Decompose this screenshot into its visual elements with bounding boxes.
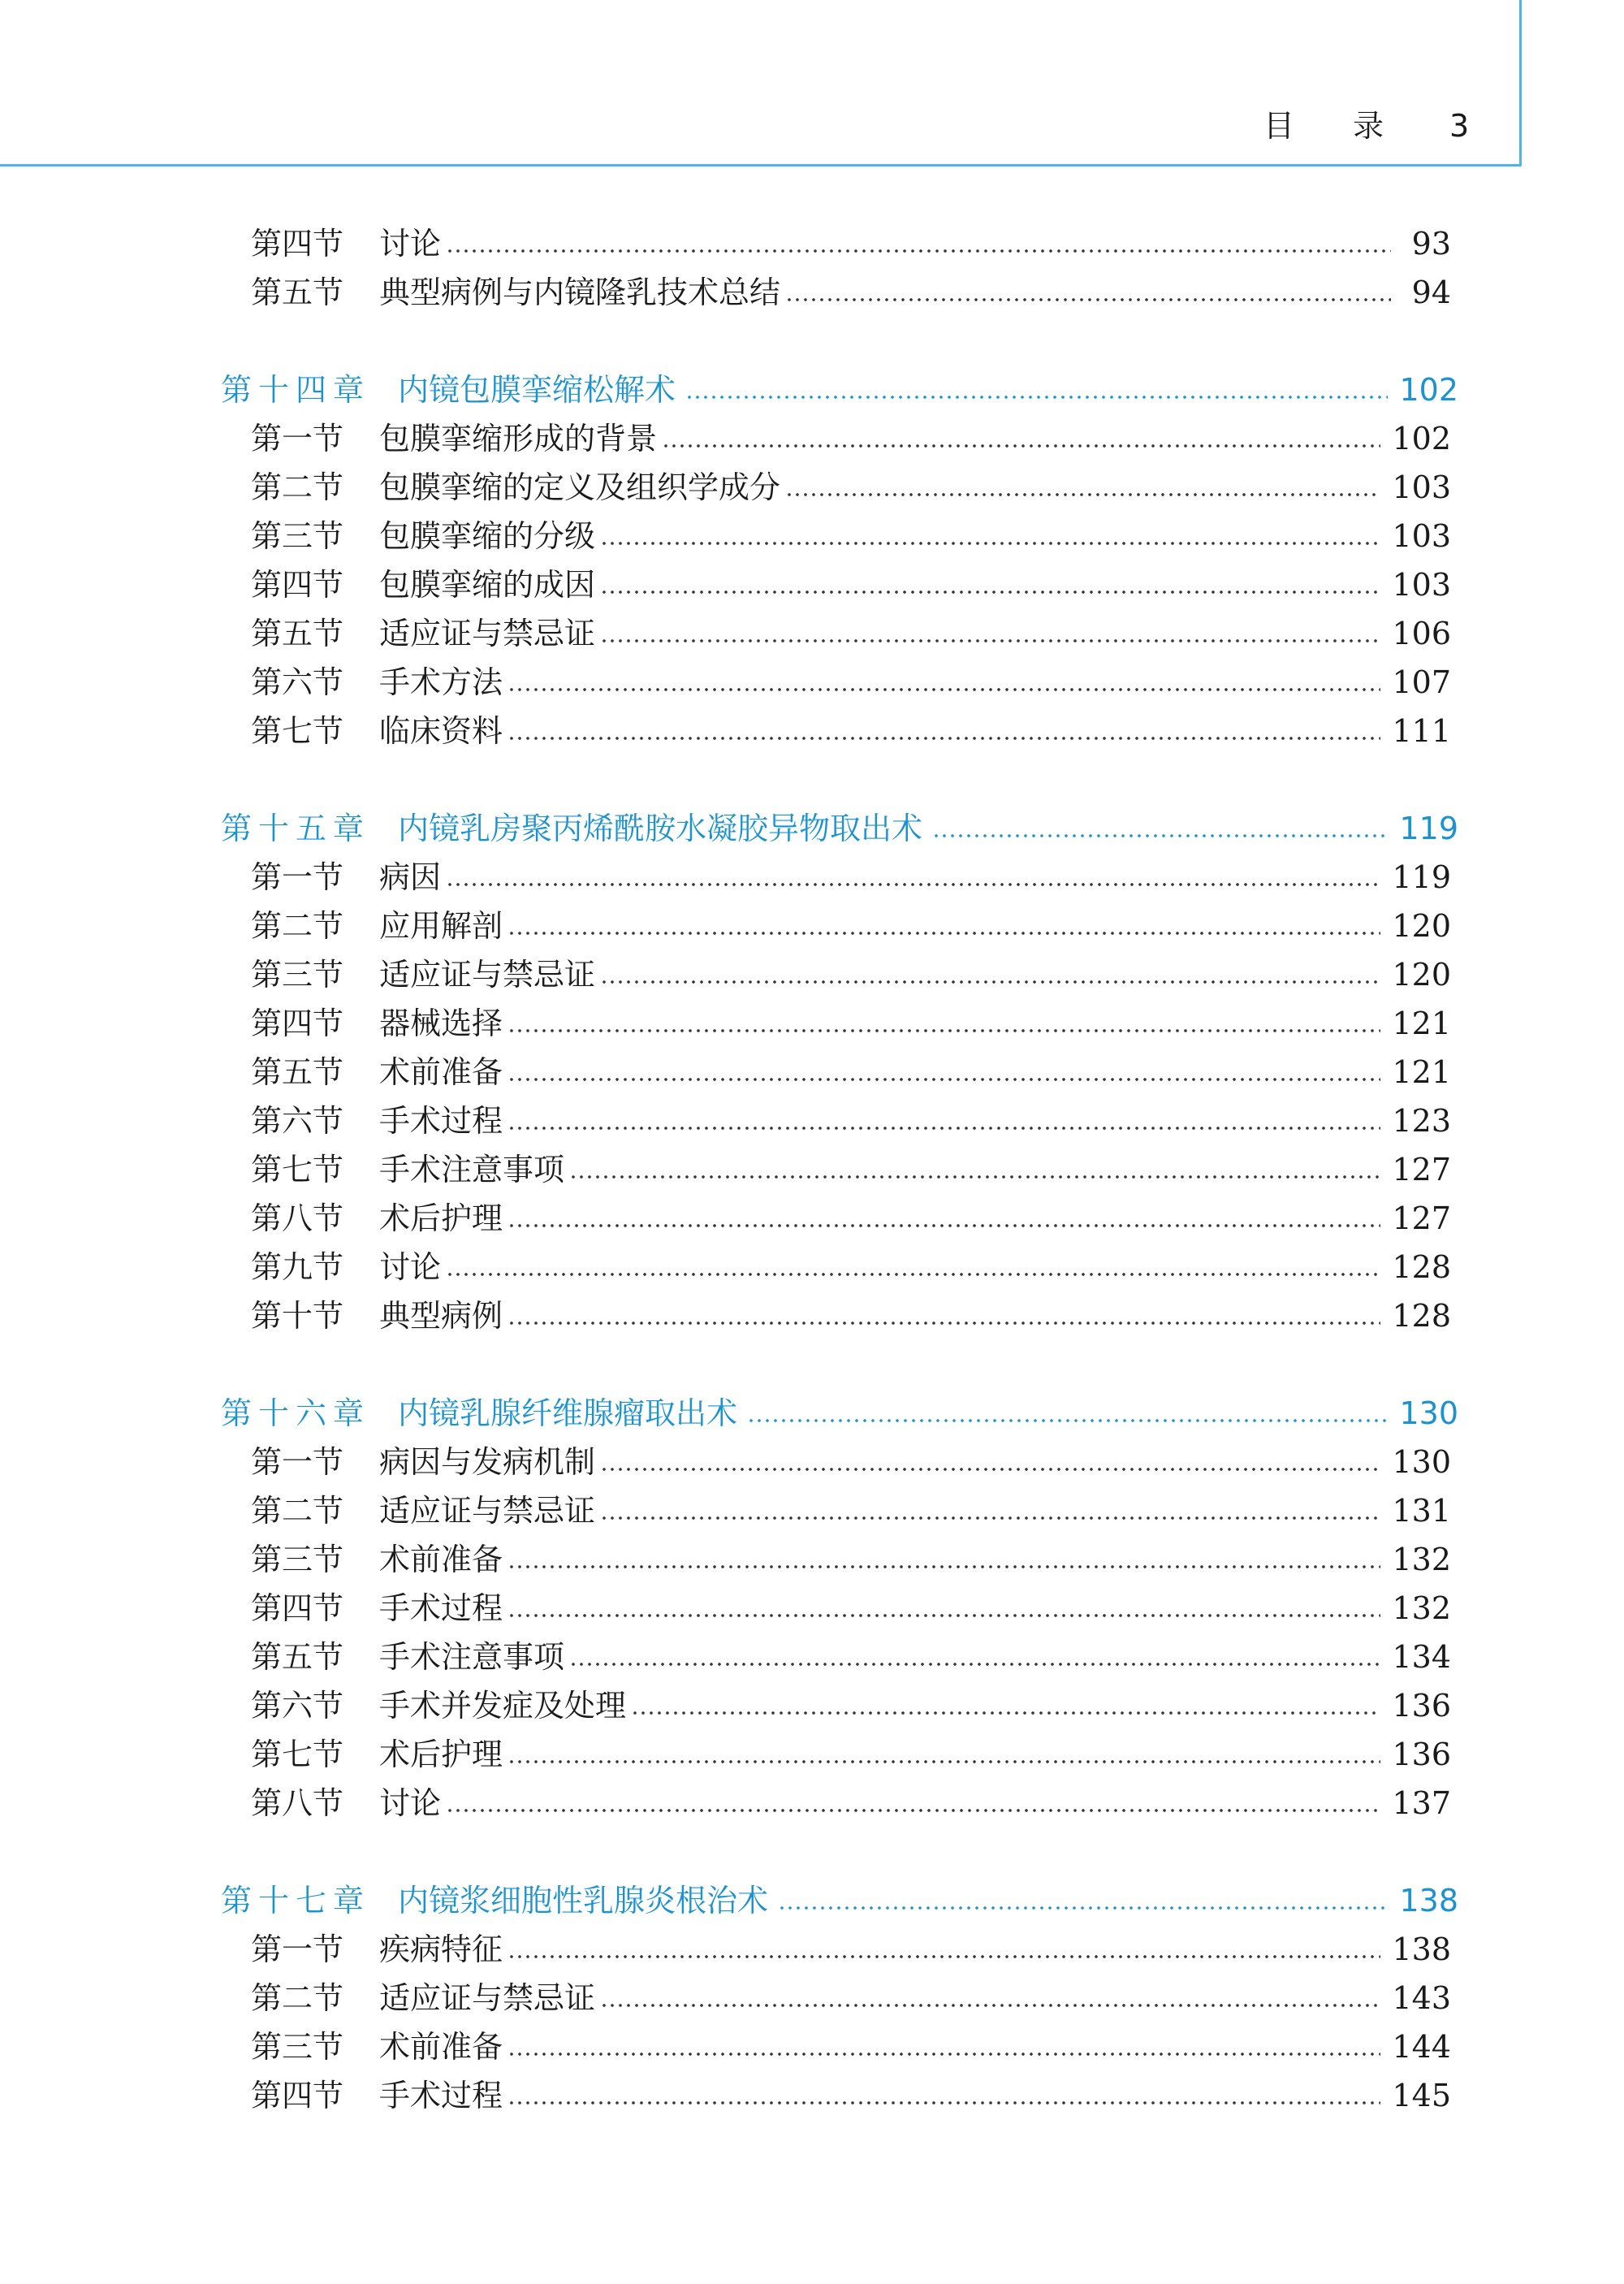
page-ref: 94 — [1411, 275, 1451, 310]
page-ref: 121 — [1392, 1006, 1451, 1041]
toc-section-entry[interactable] — [0, 1779, 1624, 1828]
toc-section-entry[interactable] — [0, 1438, 1624, 1486]
toc-section-entry[interactable] — [0, 463, 1624, 512]
section-number: 第一节 — [251, 859, 344, 895]
section-number: 第五节 — [251, 275, 344, 310]
page-ref: 93 — [1411, 226, 1451, 262]
section-title: 包膜挛缩的分级 — [379, 512, 598, 560]
dot-leaders — [508, 1077, 1380, 1082]
toc-section-entry[interactable] — [0, 609, 1624, 658]
section-title: 包膜挛缩形成的背景 — [379, 414, 660, 463]
dot-leaders — [631, 1711, 1380, 1715]
section-title: 临床资料 — [379, 707, 506, 755]
section-number: 第五节 — [251, 1054, 344, 1090]
page-ref: 138 — [1392, 1931, 1451, 1967]
chapter-number: 第十六章 — [221, 1395, 371, 1431]
toc-chapter-entry[interactable] — [0, 1389, 1624, 1438]
page-ref: 119 — [1392, 859, 1451, 895]
toc-section-entry[interactable] — [0, 1535, 1624, 1584]
toc-section-entry[interactable] — [0, 902, 1624, 950]
dot-leaders — [932, 833, 1388, 838]
toc-section-entry[interactable] — [0, 1584, 1624, 1633]
page-ref: 128 — [1392, 1298, 1451, 1334]
section-number: 第一节 — [251, 421, 344, 456]
chapter-title: 内镜包膜挛缩松解术 — [398, 366, 684, 414]
dot-leaders — [600, 1467, 1380, 1472]
page-ref: 120 — [1392, 908, 1451, 944]
dot-leaders — [446, 249, 1391, 253]
page-ref: 144 — [1392, 2029, 1451, 2065]
dot-leaders — [600, 590, 1380, 595]
dot-leaders — [685, 395, 1388, 400]
page-ref: 123 — [1392, 1103, 1451, 1139]
dot-leaders — [508, 931, 1380, 936]
section-title: 讨论 — [379, 219, 444, 268]
chapter-number: 第十四章 — [221, 372, 371, 408]
section-number: 第二节 — [251, 1493, 344, 1529]
toc-section-entry[interactable] — [0, 1194, 1624, 1243]
page-ref: 103 — [1392, 469, 1451, 505]
dot-leaders — [508, 1759, 1380, 1764]
section-title: 手术过程 — [379, 2071, 506, 2120]
section-title: 术前准备 — [379, 2022, 506, 2071]
toc-section-entry[interactable] — [0, 268, 1624, 317]
page-ref: 136 — [1392, 1737, 1451, 1772]
dot-leaders — [508, 1223, 1380, 1228]
section-number: 第四节 — [251, 1590, 344, 1626]
page-ref: 107 — [1392, 664, 1451, 700]
page-ref: 119 — [1399, 811, 1458, 846]
section-title: 术前准备 — [379, 1535, 506, 1584]
section-title: 适应证与禁忌证 — [379, 609, 598, 658]
toc-section-entry[interactable] — [0, 512, 1624, 560]
section-title: 病因 — [379, 853, 444, 902]
section-title: 术后护理 — [379, 1730, 506, 1779]
section-number: 第八节 — [251, 1200, 344, 1236]
dot-leaders — [600, 980, 1380, 984]
chapter-title: 内镜浆细胞性乳腺炎根治术 — [398, 1876, 776, 1925]
section-number: 第六节 — [251, 664, 344, 700]
toc-section-entry[interactable] — [0, 219, 1624, 268]
toc-section-entry[interactable] — [0, 1633, 1624, 1681]
chapter-number: 第十五章 — [221, 811, 371, 846]
section-number: 第七节 — [251, 1152, 344, 1187]
dot-leaders — [508, 1564, 1380, 1569]
page-ref: 103 — [1392, 567, 1451, 603]
page-ref: 132 — [1392, 1590, 1451, 1626]
section-title: 手术注意事项 — [379, 1145, 568, 1194]
page-ref: 121 — [1392, 1054, 1451, 1090]
section-number: 第七节 — [251, 713, 344, 749]
dot-leaders — [600, 2003, 1380, 2008]
section-number: 第五节 — [251, 616, 344, 651]
page-ref: 127 — [1392, 1152, 1451, 1187]
toc-section-entry[interactable] — [0, 1681, 1624, 1730]
page-ref: 131 — [1392, 1493, 1451, 1529]
dot-leaders — [508, 2052, 1380, 2057]
page-ref: 145 — [1392, 2078, 1451, 2113]
toc-section-entry[interactable] — [0, 950, 1624, 999]
toc-section-entry[interactable] — [0, 2071, 1624, 2120]
dot-leaders — [446, 882, 1380, 887]
chapter-title: 内镜乳腺纤维腺瘤取出术 — [398, 1389, 745, 1438]
section-number: 第六节 — [251, 1103, 344, 1139]
page-ref: 102 — [1399, 372, 1458, 408]
dot-leaders — [600, 638, 1380, 643]
page-ref: 102 — [1392, 421, 1451, 456]
page-ref: 136 — [1392, 1688, 1451, 1724]
section-number: 第四节 — [251, 567, 344, 603]
page-header-title: 目 录 — [1263, 108, 1409, 144]
page-ref: 127 — [1392, 1200, 1451, 1236]
dot-leaders — [508, 1954, 1380, 1959]
dot-leaders — [508, 687, 1380, 692]
section-title: 适应证与禁忌证 — [379, 950, 598, 999]
page-number: 3 — [1449, 108, 1470, 144]
toc-section-entry[interactable] — [0, 2022, 1624, 2071]
section-title: 典型病例 — [379, 1291, 506, 1340]
dot-leaders — [508, 1321, 1380, 1326]
section-number: 第三节 — [251, 2029, 344, 2065]
toc-chapter-entry[interactable] — [0, 804, 1624, 853]
dot-leaders — [569, 1174, 1380, 1179]
toc-chapter-entry[interactable] — [0, 1876, 1624, 1925]
toc-chapter-entry[interactable] — [0, 366, 1624, 414]
section-title: 讨论 — [379, 1243, 444, 1291]
section-number: 第九节 — [251, 1249, 344, 1285]
dot-leaders — [785, 492, 1380, 497]
page-ref: 143 — [1392, 1980, 1451, 2016]
section-title: 讨论 — [379, 1779, 444, 1828]
section-title: 术后护理 — [379, 1194, 506, 1243]
section-number: 第三节 — [251, 957, 344, 993]
section-number: 第四节 — [251, 2078, 344, 2113]
dot-leaders — [508, 1613, 1380, 1618]
section-title: 手术方法 — [379, 658, 506, 707]
section-number: 第四节 — [251, 1006, 344, 1041]
section-title: 手术过程 — [379, 1097, 506, 1145]
section-title: 典型病例与内镜隆乳技术总结 — [379, 268, 784, 317]
chapter-number: 第十七章 — [221, 1883, 371, 1918]
page-ref: 132 — [1392, 1542, 1451, 1577]
dot-leaders — [778, 1905, 1388, 1910]
section-number: 第五节 — [251, 1639, 344, 1675]
dot-leaders — [600, 1516, 1380, 1521]
page-ref: 103 — [1392, 518, 1451, 554]
dot-leaders — [446, 1808, 1380, 1813]
section-number: 第六节 — [251, 1688, 344, 1724]
page-ref: 106 — [1392, 616, 1451, 651]
page-ref: 111 — [1392, 713, 1451, 749]
section-number: 第二节 — [251, 1980, 344, 2016]
toc-section-entry[interactable] — [0, 853, 1624, 902]
page-ref: 128 — [1392, 1249, 1451, 1285]
section-title: 手术注意事项 — [379, 1633, 568, 1681]
section-title: 器械选择 — [379, 999, 506, 1048]
page-ref: 120 — [1392, 957, 1451, 993]
toc-section-entry[interactable] — [0, 1486, 1624, 1535]
section-number: 第二节 — [251, 469, 344, 505]
toc-section-entry[interactable] — [0, 1974, 1624, 2022]
section-title: 手术过程 — [379, 1584, 506, 1633]
page-ref: 130 — [1399, 1395, 1458, 1431]
toc-section-entry[interactable] — [0, 1925, 1624, 1974]
section-title: 包膜挛缩的成因 — [379, 560, 598, 609]
toc-section-entry[interactable] — [0, 1291, 1624, 1340]
toc-section-entry[interactable] — [0, 414, 1624, 463]
page-ref: 137 — [1392, 1785, 1451, 1821]
toc-section-entry[interactable] — [0, 999, 1624, 1048]
dot-leaders — [662, 443, 1380, 448]
section-title: 病因与发病机制 — [379, 1438, 598, 1486]
dot-leaders — [600, 541, 1380, 546]
section-title: 包膜挛缩的定义及组织学成分 — [379, 463, 784, 512]
section-number: 第一节 — [251, 1931, 344, 1967]
page-ref: 130 — [1392, 1444, 1451, 1480]
toc-section-entry[interactable] — [0, 1048, 1624, 1097]
chapter-title: 内镜乳房聚丙烯酰胺水凝胶异物取出术 — [398, 804, 931, 853]
section-number: 第十节 — [251, 1298, 344, 1334]
dot-leaders — [747, 1418, 1388, 1423]
section-number: 第一节 — [251, 1444, 344, 1480]
dot-leaders — [508, 1126, 1380, 1131]
section-number: 第二节 — [251, 908, 344, 944]
dot-leaders — [569, 1662, 1380, 1667]
toc-section-entry[interactable] — [0, 658, 1624, 707]
dot-leaders — [785, 297, 1391, 302]
toc-section-entry[interactable] — [0, 1097, 1624, 1145]
toc-section-entry[interactable] — [0, 1243, 1624, 1291]
section-title: 适应证与禁忌证 — [379, 1974, 598, 2022]
section-title: 疾病特征 — [379, 1925, 506, 1974]
section-number: 第八节 — [251, 1785, 344, 1821]
section-title: 手术并发症及处理 — [379, 1681, 629, 1730]
section-title: 应用解剖 — [379, 902, 506, 950]
section-number: 第四节 — [251, 226, 344, 262]
dot-leaders — [508, 736, 1380, 741]
toc-section-entry[interactable] — [0, 560, 1624, 609]
section-number: 第三节 — [251, 1542, 344, 1577]
page-ref: 134 — [1392, 1639, 1451, 1675]
toc-section-entry[interactable] — [0, 1145, 1624, 1194]
dot-leaders — [508, 1028, 1380, 1033]
section-number: 第七节 — [251, 1737, 344, 1772]
dot-leaders — [508, 2100, 1380, 2105]
section-number: 第三节 — [251, 518, 344, 554]
section-title: 适应证与禁忌证 — [379, 1486, 598, 1535]
dot-leaders — [446, 1272, 1380, 1277]
section-title: 术前准备 — [379, 1048, 506, 1097]
toc-section-entry[interactable] — [0, 707, 1624, 755]
page-ref: 138 — [1399, 1883, 1458, 1918]
toc-section-entry[interactable] — [0, 1730, 1624, 1779]
